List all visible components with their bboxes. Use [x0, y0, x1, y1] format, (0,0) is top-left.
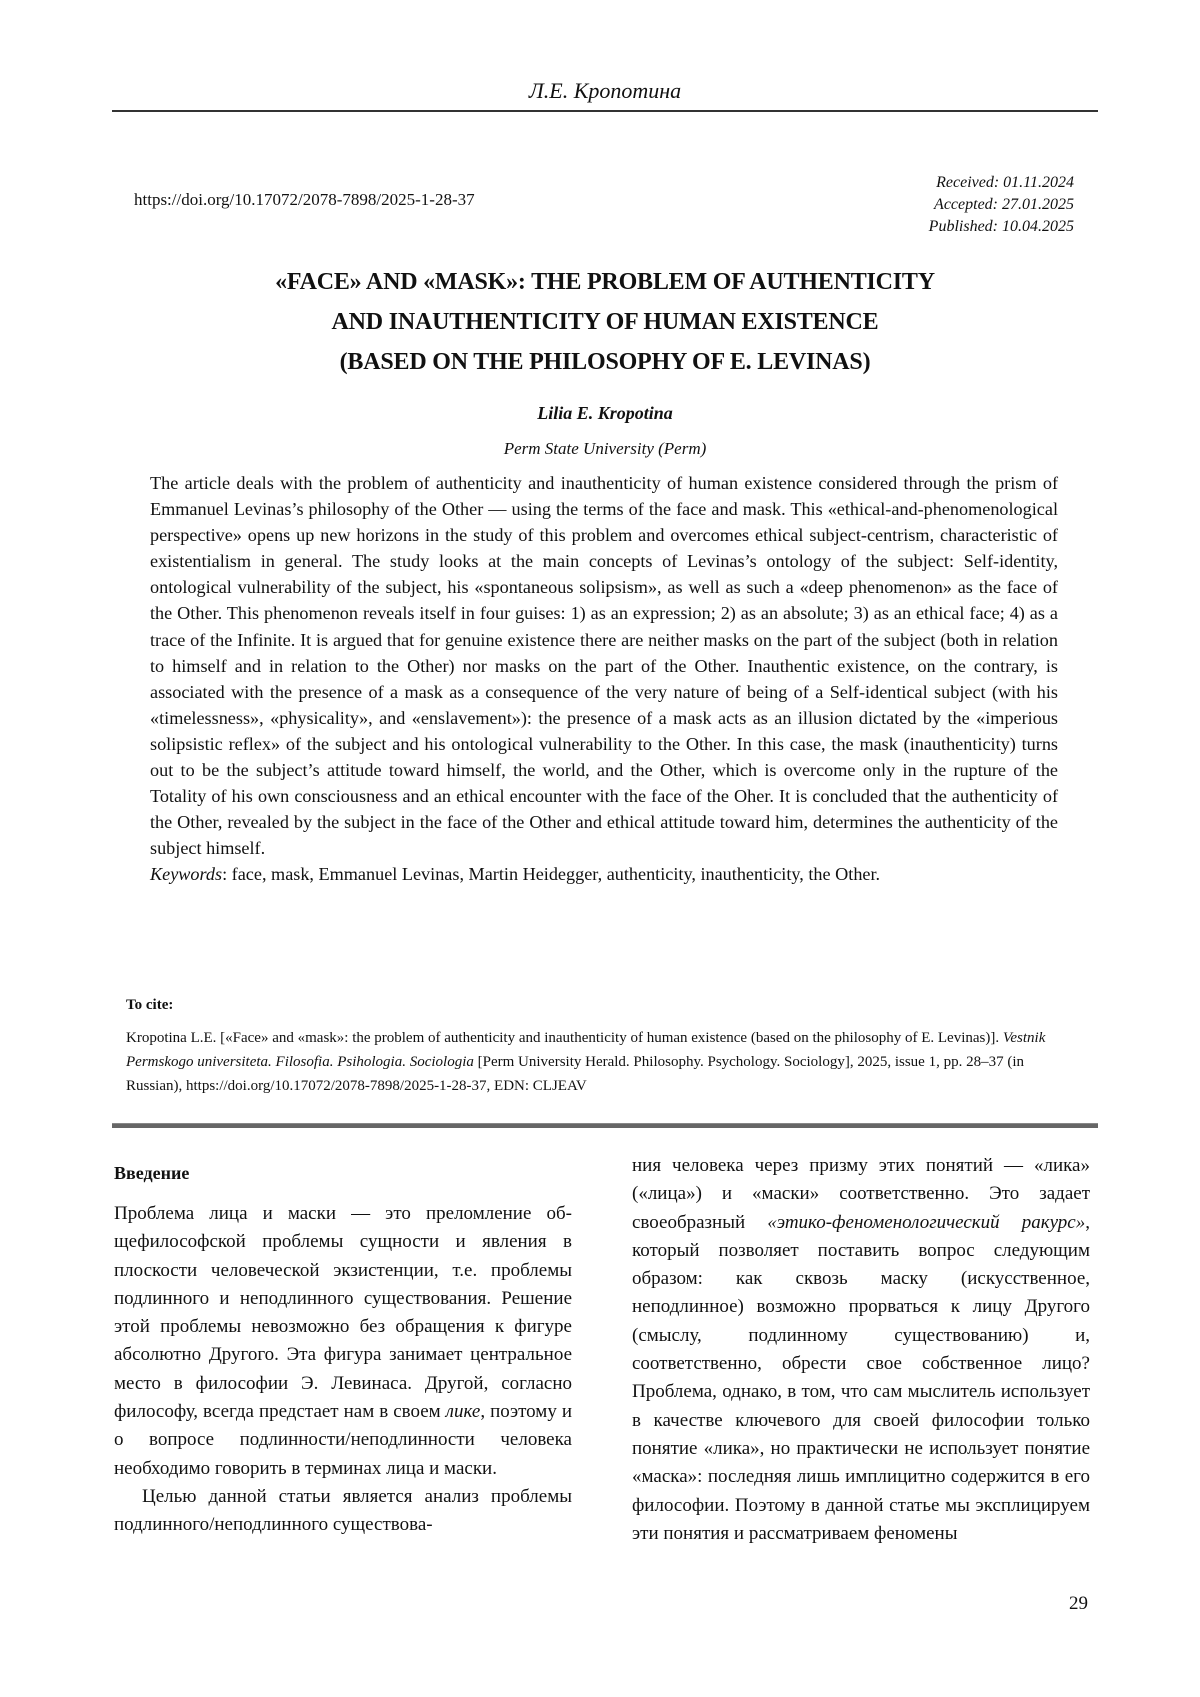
- title-line: AND INAUTHENTICITY OF HUMAN EXISTENCE: [331, 309, 879, 335]
- author-name: Lilia E. Kropotina: [537, 403, 673, 423]
- text-run-italic: лике: [445, 1401, 481, 1423]
- text-run: , который позволяет поставить вопрос следующим образом: как сквозь маску (искусственное, неподлинное) возможно прорваться к лицу Другого (смыслу, подлинному существованию) и, соответственно, обрести свое собственное лицо? Проблема, однако, в том, что сам мыслитель использует в качестве ключевого для своей философии только понятие «лика», но практически не использует понятие «маска»: последняя лишь имплицитно содержится в его философии. Поэтому в данной статье мы эксплицируем эти понятия и рассматриваем феномены: [632, 1211, 1090, 1544]
- body-paragraph: [114, 1200, 572, 1483]
- publication-dates: [929, 172, 1074, 238]
- body-column-right: [632, 1152, 1090, 1548]
- keywords-label: Keywords: [150, 864, 223, 885]
- citation-part: Kropotina L.E. [«Face» and «mask»: the problem of authenticity and inauthenticity of human existence (based on the philosophy of E. Levinas)].: [126, 1030, 1003, 1046]
- doi-link[interactable]: https://doi.org/10.17072/2078-7898/2025-1-28-37: [134, 190, 475, 209]
- section-divider: [112, 1123, 1098, 1128]
- body-column-left: [114, 1160, 572, 1540]
- article-title: [112, 262, 1098, 382]
- citation-text: [126, 1026, 1074, 1098]
- section-heading: Введение: [114, 1163, 190, 1183]
- keywords: [150, 861, 1058, 887]
- published-date: Published: 10.04.2025: [928, 218, 1074, 235]
- running-head: Л.Е. Кропотина: [528, 78, 682, 103]
- title-line: (BASED ON THE PHILOSOPHY OF E. LEVINAS): [339, 349, 871, 375]
- body-paragraph: [632, 1152, 1090, 1548]
- text-run: Проблема лица и маски — это преломление общефилософской проблемы сущности и явления в плоскости человеческой экзистенции, т.е. проблемы подлинного и неподлинного существования. Решение этой проблемы невозможно без обращения к фигуре абсолютно Другого. Эта фигура занимает центральное место в философии Э. Левинаса. Другой, согласно философу, всегда предстает нам в своем: [114, 1203, 572, 1423]
- title-line: «FACE» AND «MASK»: THE PROBLEM OF AUTHENTICITY: [275, 269, 935, 295]
- received-date: Received: 01.11.2024: [936, 174, 1074, 191]
- body-paragraph: Целью данной статьи является анализ проблемы подлинного/неподлинного существова-: [114, 1485, 572, 1536]
- text-run-italic: «этико-феноменологический ракурс»: [767, 1211, 1086, 1233]
- accepted-date: Accepted: 27.01.2025: [934, 196, 1074, 213]
- abstract: [150, 470, 1058, 888]
- header-divider: [112, 110, 1098, 112]
- text-run: ния человека через призму этих понятий — «лика» («лица») и «маски» соответственно. Это задает своеобразный: [632, 1155, 1090, 1233]
- author-affiliation: Perm State University (Perm): [503, 439, 707, 458]
- abstract-text: The article deals with the problem of authenticity and inauthenticity of human existence considered through the prism of Emmanuel Levinas’s philosophy of the Other — using the terms of the face and mask. This «ethical-and-phenomenological perspective» opens up new horizons in the study of this problem and overcomes ethical subject-centrism, characteristic of existentialism in general. The study looks at the main concepts of Levinas’s ontology of the subject: Self-identity, ontological vulnerability of the subject, his «spontaneous solipsism», as well as such a «deep phenomenon» as the face of the Other. This phenomenon reveals itself in four guises: 1) as an expression; 2) as an absolute; 3) as an ethical face; 4) as a trace of the Infinite. It is argued that for genuine existence there are neither masks on the part of the subject (both in relation to himself and in relation to the Other) nor masks on the part of the Other. Inauthentic existence, on the contrary, is associated with the presence of a mask as a consequence of the very nature of being of a Self-identical subject (with his «timelessness», «physicality», and «enslavement»): the presence of a mask acts as an illusion dictated by the «imperious solipsistic reflex» of the subject and his ontological vulnerability to the Other. In this case, the mask (inauthenticity) turns out to be the subject’s attitude toward himself, the world, and the Other, which is overcome only in the rupture of the Totality of his own consciousness and an ethical encounter with the face of the Oher. It is concluded that the authenticity of the Other, revealed by the subject in the face of the Other and ethical attitude toward him, determines the authenticity of the subject himself.: [150, 473, 1058, 859]
- keywords-list: : face, mask, Emmanuel Levinas, Martin Heidegger, authenticity, inauthenticity, the Other.: [222, 864, 881, 885]
- citation-label: To cite:: [126, 997, 174, 1013]
- text-run: , поэтому и о вопросе подлинности/неподлинности человека необходимо говорить в терминах лица и маски.: [114, 1401, 572, 1479]
- citation-journal: Vestnik Permskogo universiteta. Filosofia. Psihologia. Sociologia: [126, 1030, 1046, 1070]
- citation-part: [Perm University Herald. Philosophy. Psychology. Sociology], 2025, issue 1, pp. 28–37 (in Russian), https://doi.org/10.17072/2078-7898/2025-1-28-37, EDN: CLJEAV: [126, 1054, 1024, 1094]
- page-number: 29: [1069, 1593, 1088, 1614]
